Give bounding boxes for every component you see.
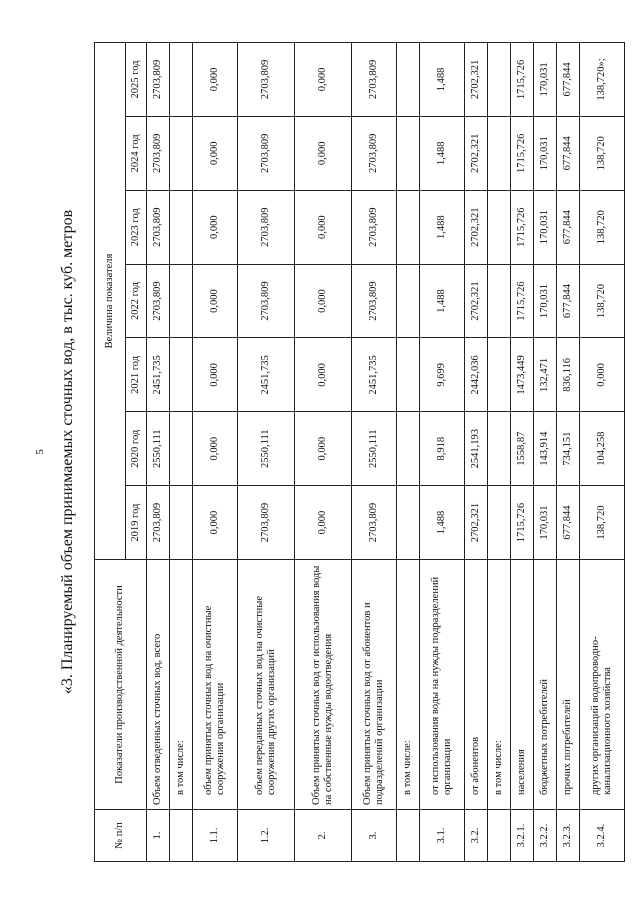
value-cell: 170,031 bbox=[534, 486, 557, 560]
header-year: 2020 год bbox=[126, 412, 147, 486]
value-cell: 2703,809 bbox=[238, 116, 295, 190]
value-cell: 9,699 bbox=[420, 338, 465, 412]
value-cell: 1715,726 bbox=[511, 486, 534, 560]
value-cell: 2702,321 bbox=[465, 486, 488, 560]
value-cell: 2703,809 bbox=[147, 190, 170, 264]
value-cell bbox=[170, 486, 193, 560]
value-cell: 0,000 bbox=[295, 43, 352, 117]
value-cell bbox=[488, 338, 511, 412]
value-cell: 0,000 bbox=[193, 338, 238, 412]
value-cell: 0,000 bbox=[193, 412, 238, 486]
value-cell: 2703,809 bbox=[238, 190, 295, 264]
value-cell: 677,844 bbox=[557, 486, 580, 560]
row-number bbox=[488, 810, 511, 862]
row-label: объем переданных сточных вод на очистные сооружения других организаций bbox=[238, 560, 295, 810]
table-row bbox=[557, 43, 580, 862]
value-cell bbox=[488, 116, 511, 190]
value-cell bbox=[170, 116, 193, 190]
header-year: 2021 год bbox=[126, 338, 147, 412]
table-row bbox=[147, 43, 170, 862]
value-cell: 2702,321 bbox=[465, 116, 488, 190]
value-cell: 1715,726 bbox=[511, 116, 534, 190]
header-number: № п/п bbox=[95, 810, 147, 862]
table-row bbox=[465, 43, 488, 862]
value-cell: 2703,809 bbox=[352, 190, 397, 264]
value-cell: 2703,809 bbox=[352, 486, 397, 560]
table-row bbox=[193, 43, 238, 862]
header-year: 2019 год bbox=[126, 486, 147, 560]
value-cell: 1473,449 bbox=[511, 338, 534, 412]
row-label: от абонентов bbox=[465, 560, 488, 810]
value-cell: 170,031 bbox=[534, 43, 557, 117]
value-cell: 2550,111 bbox=[352, 412, 397, 486]
value-cell: 0,000 bbox=[295, 338, 352, 412]
header-year: 2023 год bbox=[126, 190, 147, 264]
row-number: 3.2.4. bbox=[580, 810, 625, 862]
row-label: от использования воды на нужды подразделений организации bbox=[420, 560, 465, 810]
row-label: Объем отведенных сточных вод, всего bbox=[147, 560, 170, 810]
value-cell: 2702,321 bbox=[465, 43, 488, 117]
row-number: 3.2. bbox=[465, 810, 488, 862]
table-row bbox=[420, 43, 465, 862]
value-cell: 0,000 bbox=[295, 412, 352, 486]
row-number: 3.1. bbox=[420, 810, 465, 862]
row-number: 1.2. bbox=[238, 810, 295, 862]
table-row bbox=[295, 43, 352, 862]
value-cell: 0,000 bbox=[295, 116, 352, 190]
value-cell: 104,258 bbox=[580, 412, 625, 486]
value-cell: 0,000 bbox=[193, 190, 238, 264]
table-row bbox=[352, 43, 397, 862]
value-cell: 2703,809 bbox=[352, 116, 397, 190]
header-year: 2025 год bbox=[126, 43, 147, 117]
value-cell: 2702,321 bbox=[465, 264, 488, 338]
value-cell bbox=[170, 264, 193, 338]
row-number bbox=[397, 810, 420, 862]
value-cell: 132,471 bbox=[534, 338, 557, 412]
value-cell: 734,151 bbox=[557, 412, 580, 486]
table-row bbox=[511, 43, 534, 862]
value-cell bbox=[170, 412, 193, 486]
value-cell: 138,720 bbox=[580, 116, 625, 190]
table-row bbox=[238, 43, 295, 862]
row-number: 2. bbox=[295, 810, 352, 862]
value-cell: 2451,735 bbox=[352, 338, 397, 412]
row-label: объем принятых сточных вод на очистные сооружения организации bbox=[193, 560, 238, 810]
row-number: 3. bbox=[352, 810, 397, 862]
table-row bbox=[534, 43, 557, 862]
value-cell: 2451,735 bbox=[147, 338, 170, 412]
value-cell bbox=[170, 190, 193, 264]
value-cell: 0,000 bbox=[193, 116, 238, 190]
row-number: 1.1. bbox=[193, 810, 238, 862]
document-title: «3. Планируемый объем принимаемых сточных вод, в тыс. куб. метров bbox=[59, 209, 76, 695]
row-label: в том числе: bbox=[397, 560, 420, 810]
value-cell bbox=[488, 264, 511, 338]
header-indicator: Показатели производственной деятельности bbox=[95, 560, 147, 810]
row-number: 3.2.3. bbox=[557, 810, 580, 862]
row-label: прочих потребителей bbox=[557, 560, 580, 810]
value-cell: 2703,809 bbox=[147, 116, 170, 190]
value-cell: 2703,809 bbox=[147, 43, 170, 117]
value-cell: 138,720 bbox=[580, 486, 625, 560]
value-cell: 0,000 bbox=[295, 264, 352, 338]
value-cell: 0,000 bbox=[295, 190, 352, 264]
value-cell bbox=[397, 190, 420, 264]
value-cell: 0,000 bbox=[295, 486, 352, 560]
row-label: населения bbox=[511, 560, 534, 810]
page-number: 5 bbox=[34, 449, 46, 455]
value-cell: 138,720 bbox=[580, 190, 625, 264]
row-label: бюджетных потребителей bbox=[534, 560, 557, 810]
rotated-document bbox=[50, 42, 613, 862]
value-cell: 143,914 bbox=[534, 412, 557, 486]
value-cell: 2442,036 bbox=[465, 338, 488, 412]
value-cell: 2451,735 bbox=[238, 338, 295, 412]
row-label: в том числе: bbox=[170, 560, 193, 810]
value-cell: 2703,809 bbox=[238, 264, 295, 338]
value-cell: 2541,193 bbox=[465, 412, 488, 486]
table-row bbox=[488, 43, 511, 862]
value-cell: 836,116 bbox=[557, 338, 580, 412]
value-cell: 1715,726 bbox=[511, 43, 534, 117]
row-label: в том числе: bbox=[488, 560, 511, 810]
value-cell: 138,720 bbox=[580, 264, 625, 338]
row-number: 3.2.1. bbox=[511, 810, 534, 862]
value-cell: 2703,809 bbox=[147, 264, 170, 338]
header-value-group: Величина показателя bbox=[95, 43, 126, 560]
header-year: 2022 год bbox=[126, 264, 147, 338]
value-cell: 0,000 bbox=[193, 486, 238, 560]
value-cell: 677,844 bbox=[557, 43, 580, 117]
value-cell: 2550,111 bbox=[147, 412, 170, 486]
value-cell: 138,720»; bbox=[580, 43, 625, 117]
table-row bbox=[170, 43, 193, 862]
table-row bbox=[580, 43, 625, 862]
row-number bbox=[170, 810, 193, 862]
row-label: Объем принятых сточных вод от использования воды на собственные нужды водоотведения bbox=[295, 560, 352, 810]
value-cell: 2703,809 bbox=[147, 486, 170, 560]
value-cell: 1,488 bbox=[420, 486, 465, 560]
value-cell bbox=[488, 43, 511, 117]
row-number: 3.2.2. bbox=[534, 810, 557, 862]
value-cell: 2703,809 bbox=[352, 43, 397, 117]
value-cell bbox=[170, 43, 193, 117]
value-cell: 2703,809 bbox=[238, 486, 295, 560]
value-cell bbox=[397, 43, 420, 117]
value-cell: 1,488 bbox=[420, 264, 465, 338]
table-row bbox=[397, 43, 420, 862]
value-cell bbox=[397, 412, 420, 486]
value-cell bbox=[397, 338, 420, 412]
value-cell: 170,031 bbox=[534, 190, 557, 264]
value-cell bbox=[488, 412, 511, 486]
value-cell bbox=[488, 190, 511, 264]
value-cell: 1,488 bbox=[420, 190, 465, 264]
value-cell: 0,000 bbox=[193, 43, 238, 117]
value-cell: 0,000 bbox=[193, 264, 238, 338]
value-cell: 1715,726 bbox=[511, 190, 534, 264]
value-cell bbox=[397, 486, 420, 560]
value-cell: 677,844 bbox=[557, 190, 580, 264]
value-cell: 2703,809 bbox=[352, 264, 397, 338]
value-cell: 1715,726 bbox=[511, 264, 534, 338]
value-cell: 677,844 bbox=[557, 264, 580, 338]
value-cell bbox=[397, 116, 420, 190]
value-cell: 1558,87 bbox=[511, 412, 534, 486]
value-cell: 8,918 bbox=[420, 412, 465, 486]
row-number: 1. bbox=[147, 810, 170, 862]
value-cell: 1,488 bbox=[420, 43, 465, 117]
row-label: Объем принятых сточных вод от абонентов и подразделений организации bbox=[352, 560, 397, 810]
row-label: других организаций водопроводно-канализационного хозяйства bbox=[580, 560, 625, 810]
wastewater-volume-table bbox=[94, 42, 625, 862]
value-cell: 2550,111 bbox=[238, 412, 295, 486]
value-cell: 170,031 bbox=[534, 116, 557, 190]
value-cell: 2702,321 bbox=[465, 190, 488, 264]
value-cell bbox=[170, 338, 193, 412]
value-cell: 677,844 bbox=[557, 116, 580, 190]
value-cell bbox=[397, 264, 420, 338]
value-cell bbox=[488, 486, 511, 560]
value-cell: 170,031 bbox=[534, 264, 557, 338]
value-cell: 2703,809 bbox=[238, 43, 295, 117]
header-year: 2024 год bbox=[126, 116, 147, 190]
value-cell: 0,000 bbox=[580, 338, 625, 412]
value-cell: 1,488 bbox=[420, 116, 465, 190]
